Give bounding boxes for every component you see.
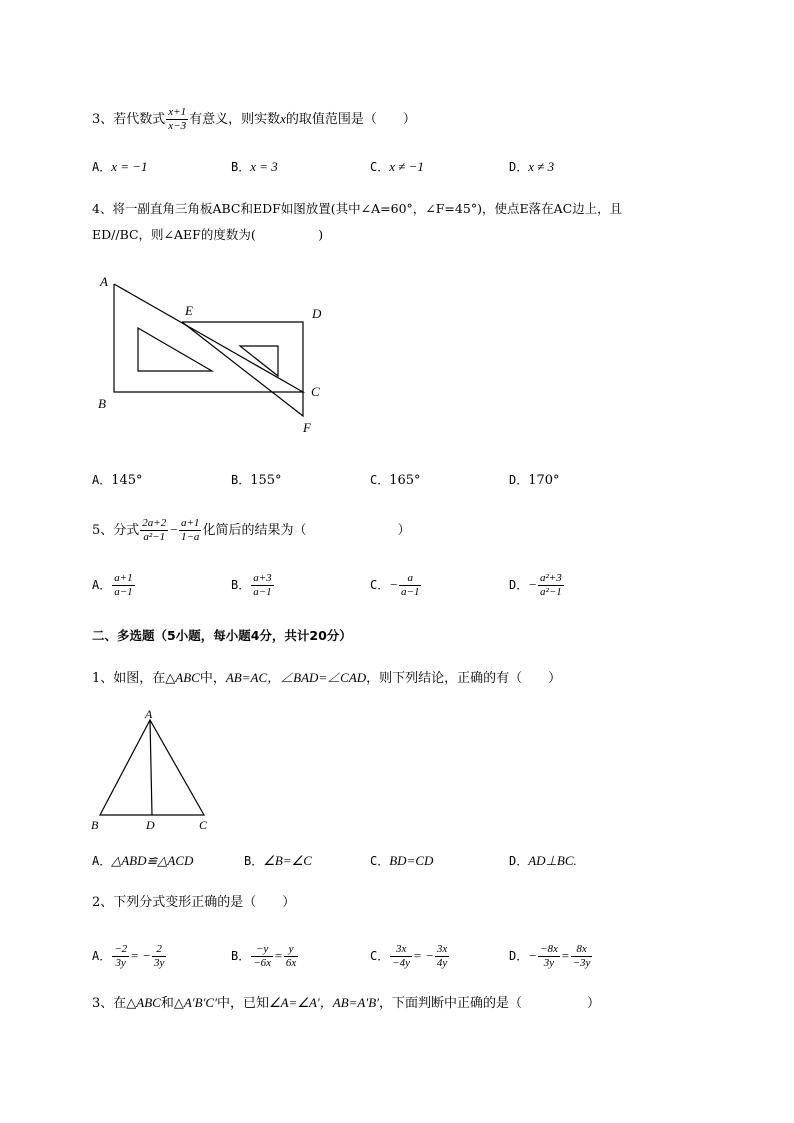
label-C: C	[199, 818, 208, 832]
q5-option-b: B． $\frac{a+3}{a-1}$	[231, 572, 272, 598]
label-A: A	[145, 707, 153, 721]
mq1-option-d: D．AD⊥BC.	[509, 853, 577, 868]
mq1-option-c: C．BD=CD	[370, 853, 434, 868]
q3-suffix: 的取值范围是（ ）	[285, 112, 416, 127]
multi-question-1: 1、如图，在△ABC中，AB=AC，∠BAD=∠CAD，则下列结论，正确的有（ ）	[92, 670, 562, 686]
triangle-boards-figure	[92, 270, 342, 440]
section-2-heading: 二、多选题（5小题，每小题4分，共计20分）	[92, 628, 352, 643]
multi-question-2: 2、下列分式变形正确的是（ ）	[92, 895, 296, 910]
label-D: D	[146, 818, 155, 832]
mq2-option-a: A． $\frac{-2}{3y}$ = − $\frac{2}{3y}$	[92, 943, 165, 969]
q5-prefix: 5、分式	[92, 523, 140, 538]
multi-question-3: 3、在△ABC和△A′B′C′中，已知∠A=∠A′，AB=A′B′，下面判断中正确的是（ ）	[92, 995, 600, 1011]
label-D: D	[312, 306, 322, 321]
label-F: F	[303, 420, 311, 435]
q5-suffix: 化简后的结果为（ ）	[202, 523, 411, 538]
question-4-line1: 4、将一副直角三角板ABC和EDF如图放置(其中∠A=60°，∠F=45°)，使点E落在AC边上，且	[92, 201, 623, 216]
q4-option-b: B．155°	[231, 473, 282, 488]
q5-option-d: D．− $\frac{\text{a²+3}}{\text{a²−1}}$	[509, 572, 562, 598]
label-B: B	[98, 396, 106, 411]
question-5	[92, 517, 410, 544]
q3-prefix: 3、若代数式	[92, 112, 166, 127]
q4-option-a: A．145°	[92, 473, 143, 488]
isosceles-triangle-figure	[88, 705, 218, 835]
q5-fraction-2: $\frac{a+1}{1-a}$	[181, 517, 200, 543]
q5-minus: −	[169, 522, 178, 537]
question-3	[92, 106, 416, 133]
q4-option-d: D．170°	[509, 473, 560, 488]
question-4-line2: ED//BC，则∠AEF的度数为( )	[92, 227, 324, 242]
mq1-option-b: B．∠B=∠C	[244, 853, 312, 868]
q3-var: x	[280, 111, 286, 126]
q5-fraction-1: $\frac{2a+2}{\text{a²−1}}$	[142, 517, 167, 543]
label-E: E	[185, 303, 193, 318]
label-C: C	[311, 384, 320, 399]
q3-option-d: D．x ≠ 3	[509, 159, 555, 174]
q3-option-c: C．x ≠ −1	[370, 159, 424, 174]
mq2-option-d: D．− $\frac{-8x}{3y}$ = $\frac{8x}{-3y}$	[509, 943, 591, 969]
mq1-option-a: A．△ABD≌△ACD	[92, 853, 194, 868]
label-B: B	[91, 818, 99, 832]
q3-fraction: $\frac{x+1}{x-3}$	[168, 106, 187, 132]
q3-middle: 有意义，则实数	[189, 112, 281, 127]
q5-option-a: A． $\frac{a+1}{a-1}$	[92, 572, 133, 598]
q4-option-c: C．165°	[370, 473, 421, 488]
mq2-option-c: C． $\frac{3x}{-4y}$ = − $\frac{3x}{4y}$	[370, 943, 448, 969]
label-A: A	[100, 274, 108, 289]
mq2-option-b: B． $\frac{-y}{-6x}$ = $\frac{y}{6x}$	[231, 943, 297, 969]
q3-option-a: A．x = −1	[92, 159, 148, 174]
q3-option-b: B．x = 3	[231, 159, 278, 174]
q5-option-c: C．− $\frac{a}{a-1}$	[370, 572, 420, 598]
